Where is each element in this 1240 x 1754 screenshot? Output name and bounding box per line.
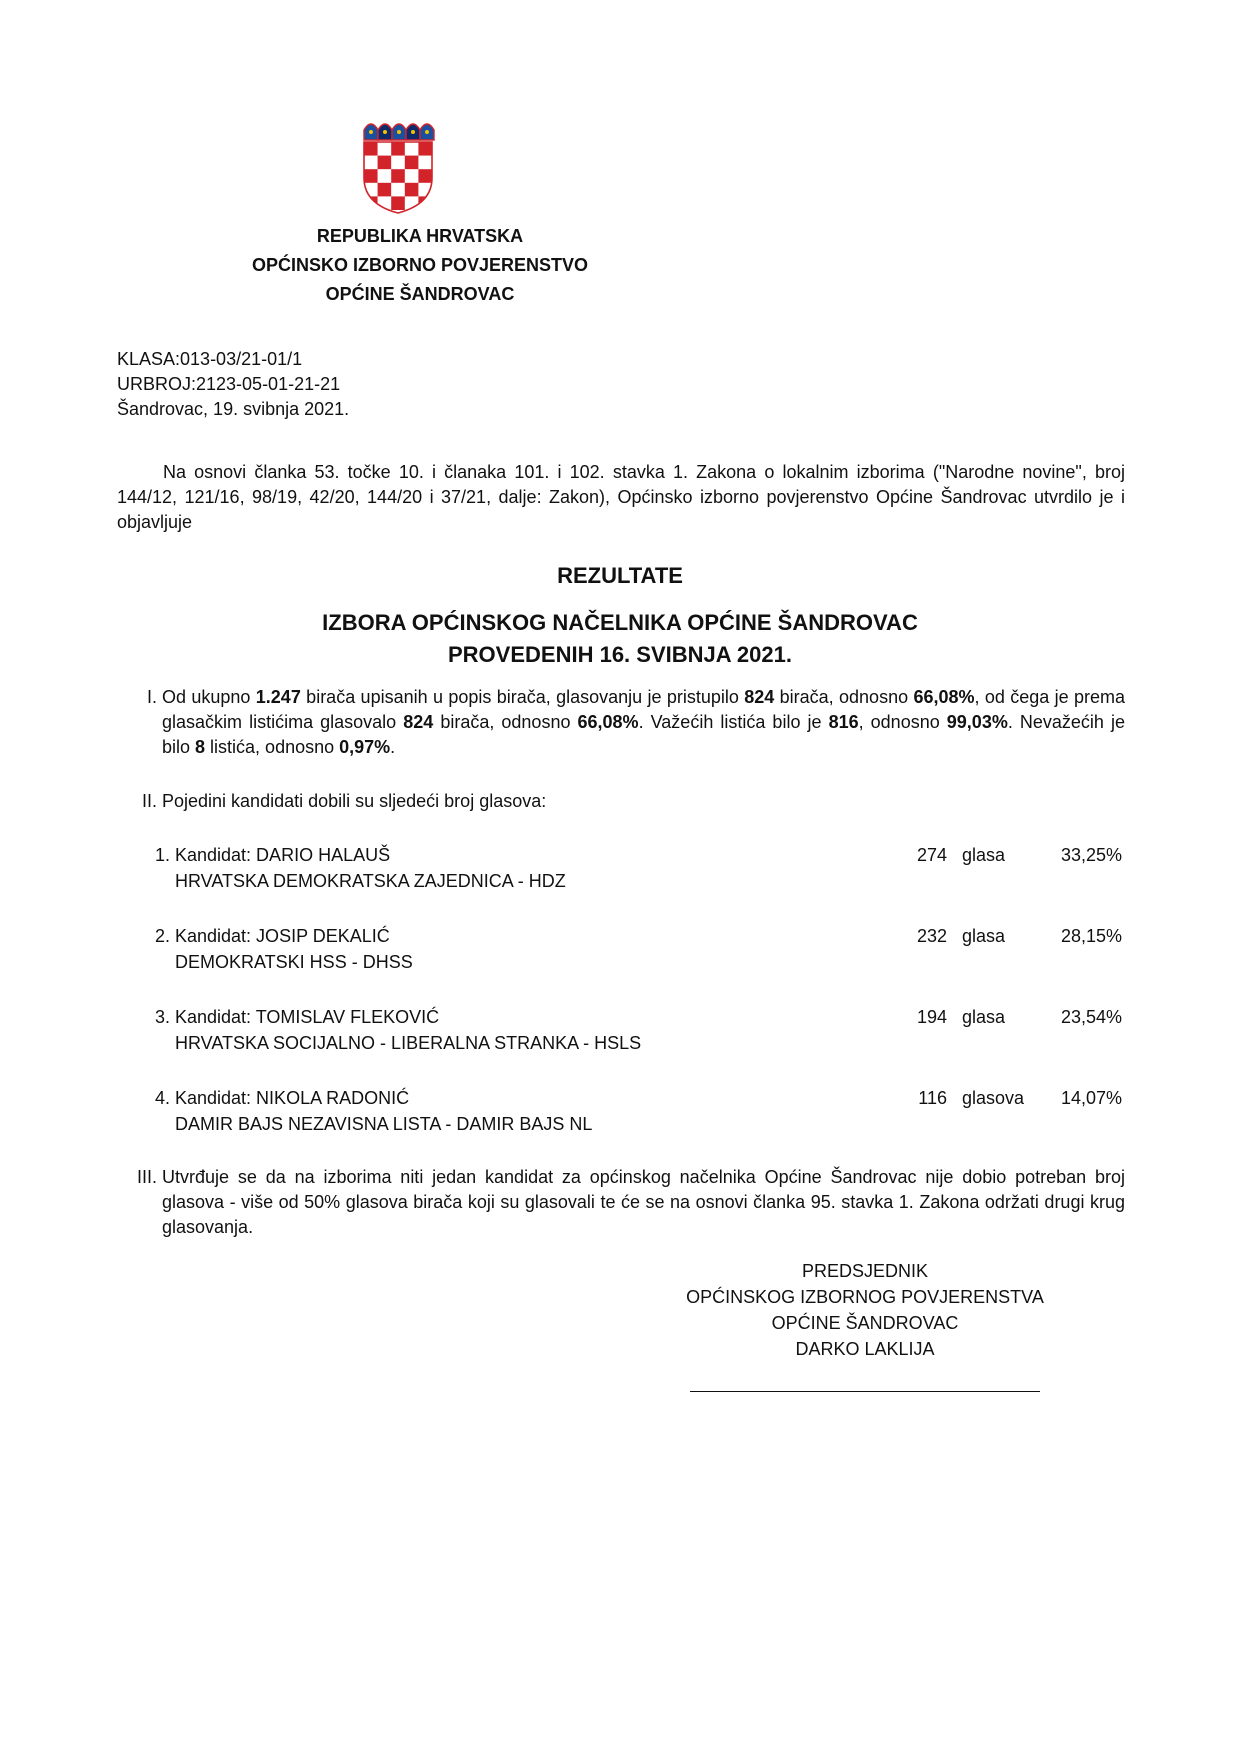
signature-line <box>690 1391 1040 1392</box>
header-line-3: OPĆINE ŠANDROVAC <box>325 284 515 304</box>
candidate-votes: 116 <box>918 1088 947 1108</box>
signature-line-1: PREDSJEDNIK <box>801 1261 929 1281</box>
klasa: KLASA:013-03/21-01/1 <box>117 349 303 369</box>
intro-text: Na osnovi članka 53. točke 10. i članaka 101. i 102. stavka 1. Zakona o lokalnim izborima ("Narodne novine", broj 144/12, 121/16, 98/19, 42/20, 144/20 i 37/21, dalje: Zakon), Općinsko izborno povjerenstvo Općine Šandrovac utvrdilo je i objavljuje <box>117 462 1125 532</box>
registered-voters: 1.247 <box>255 687 301 707</box>
emblem-shield <box>364 142 432 214</box>
ballots-cast: 824 <box>403 712 434 732</box>
croatian-coat-of-arms-icon <box>358 118 438 214</box>
section-1-number: I. <box>146 687 157 707</box>
emblem-crown <box>364 124 434 140</box>
section-1-text: Od ukupno 1.247 birača upisanih u popis birača, glasovanju je pristupilo 824 birača, odnosno 66,08%, od čega je prema glasačkim listićima glasovalo 824 birača, odnosno 66,08%. Važećih listića bilo je 816, odnosno 99,03%. Nevažećih je bilo 8 listića, odnosno 0,97%. <box>162 687 1126 757</box>
section-2-text: Pojedini kandidati dobili su sljedeći broj glasova: <box>162 791 547 811</box>
section-3-number: III. <box>136 1167 157 1187</box>
turnout-percent: 66,08% <box>913 687 975 707</box>
candidate-number: 1. <box>154 845 170 865</box>
candidate-number: 3. <box>154 1007 170 1027</box>
invalid-percent: 0,97% <box>339 737 391 757</box>
votes-unit: glasova <box>962 1088 1025 1108</box>
votes-unit: glasa <box>962 845 1006 865</box>
candidate-party: HRVATSKA DEMOKRATSKA ZAJEDNICA - HDZ <box>175 871 566 891</box>
reference-block <box>117 347 349 422</box>
section-2-number: II. <box>141 791 157 811</box>
votes-unit: glasa <box>962 926 1006 946</box>
candidate-percent: 33,25% <box>1060 845 1122 865</box>
candidate-row <box>0 843 1240 895</box>
candidate-percent: 14,07% <box>1060 1088 1122 1108</box>
ballots-percent: 66,08% <box>577 712 639 732</box>
subtitle-line-1: IZBORA OPĆINSKOG NAČELNIKA OPĆINE ŠANDROVAC <box>322 610 918 635</box>
document-subtitle <box>0 607 1240 671</box>
urbroj: URBROJ:2123-05-01-21-21 <box>117 374 341 394</box>
signature-name: DARKO LAKLIJA <box>795 1339 935 1359</box>
candidate-name: Kandidat: JOSIP DEKALIĆ <box>175 926 390 946</box>
candidate-votes: 232 <box>916 926 947 946</box>
candidate-row <box>0 1005 1240 1057</box>
candidate-row <box>0 924 1240 976</box>
candidate-votes: 274 <box>916 845 947 865</box>
candidate-percent: 23,54% <box>1060 1007 1122 1027</box>
invalid-ballots: 8 <box>195 737 206 757</box>
voters-turnout: 824 <box>744 687 775 707</box>
candidate-percent: 28,15% <box>1060 926 1122 946</box>
signature-line-2: OPĆINSKOG IZBORNOG POVJERENSTVA <box>686 1287 1044 1307</box>
candidate-votes: 194 <box>916 1007 947 1027</box>
document-title: REZULTATE <box>557 563 683 588</box>
subtitle-line-2: PROVEDENIH 16. SVIBNJA 2021. <box>448 642 792 667</box>
votes-unit: glasa <box>962 1007 1006 1027</box>
signature-line-3: OPĆINE ŠANDROVAC <box>771 1313 959 1333</box>
candidate-party: HRVATSKA SOCIJALNO - LIBERALNA STRANKA - HSLS <box>175 1033 642 1053</box>
candidate-name: Kandidat: NIKOLA RADONIĆ <box>175 1088 410 1108</box>
header-line-2: OPĆINSKO IZBORNO POVJERENSTVO <box>251 255 589 275</box>
header-line-1: REPUBLIKA HRVATSKA <box>316 226 524 246</box>
candidate-number: 4. <box>154 1088 170 1108</box>
section-3-text: Utvrđuje se da na izborima niti jedan kandidat za općinskog načelnika Općine Šandrovac nije dobio potreban broj glasova - više od 50% glasova birača koji su glasovali te će se na osnovi članka 95. stavka 1. Zakona održati drugi krug glasovanja. <box>162 1167 1125 1237</box>
intro-paragraph <box>117 460 1125 535</box>
candidate-name: Kandidat: TOMISLAV FLEKOVIĆ <box>175 1007 440 1027</box>
candidate-name: Kandidat: DARIO HALAUŠ <box>175 845 391 865</box>
candidate-row <box>0 1086 1240 1138</box>
valid-percent: 99,03% <box>946 712 1008 732</box>
candidate-party: DAMIR BAJS NEZAVISNA LISTA - DAMIR BAJS NL <box>175 1114 593 1134</box>
valid-ballots: 816 <box>828 712 859 732</box>
place-date: Šandrovac, 19. svibnja 2021. <box>117 399 350 419</box>
candidate-party: DEMOKRATSKI HSS - DHSS <box>175 952 413 972</box>
issuer-header <box>180 222 660 309</box>
signature-block <box>640 1258 1090 1362</box>
candidate-number: 2. <box>154 926 170 946</box>
